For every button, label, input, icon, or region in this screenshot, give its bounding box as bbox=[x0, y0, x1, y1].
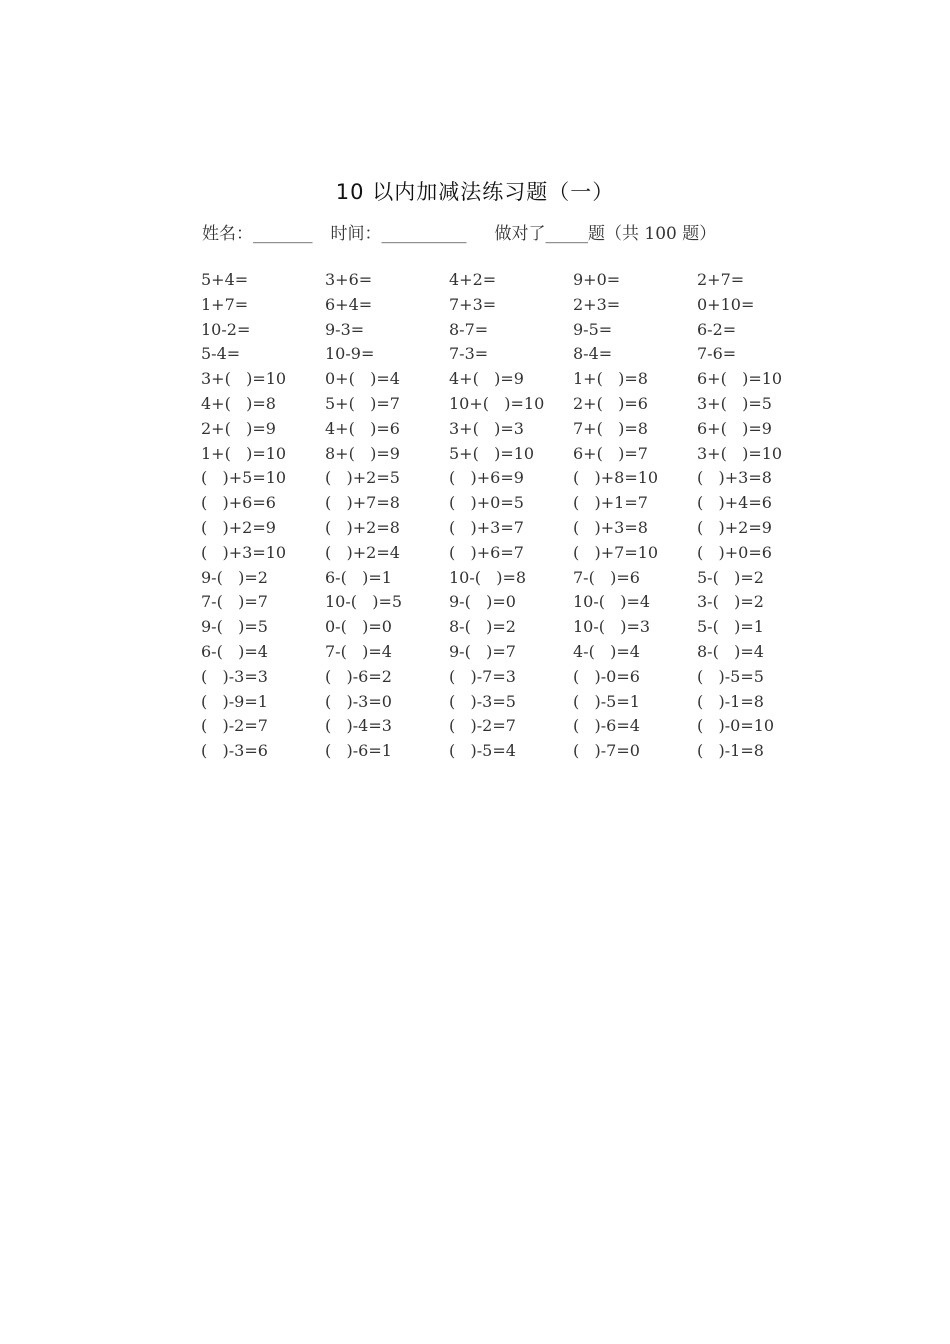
problem-grid bbox=[201, 268, 821, 764]
problem-cell: 2+3= bbox=[573, 294, 621, 314]
problem-cell: 8-4= bbox=[573, 344, 613, 364]
problem-cell: 9-( )=0 bbox=[449, 592, 516, 612]
problem-cell: ( )+2=9 bbox=[201, 517, 276, 537]
problem-cell: 10-( )=3 bbox=[573, 617, 651, 637]
problem-cell: 3+6= bbox=[325, 270, 373, 289]
problem-cell: ( )+3=8 bbox=[697, 468, 772, 488]
student-info-line bbox=[202, 219, 716, 244]
problem-cell: 3+( )=5 bbox=[697, 393, 772, 413]
problem-cell: 8-7= bbox=[449, 319, 489, 339]
score-field: 做对了_____题（共 100 题） bbox=[494, 224, 717, 244]
name-field: 姓名：_______ bbox=[202, 224, 313, 244]
problem-cell: 2+7= bbox=[697, 270, 745, 289]
problem-cell: 1+( )=10 bbox=[201, 443, 287, 463]
problem-cell: 1+( )=8 bbox=[573, 369, 648, 389]
problem-cell: 5+4= bbox=[201, 270, 249, 289]
problem-cell: ( )+5=10 bbox=[201, 468, 287, 488]
problem-cell: 4+2= bbox=[449, 270, 497, 289]
problem-cell: ( )-3=0 bbox=[325, 691, 392, 711]
problem-cell: 9-3= bbox=[325, 319, 365, 339]
problem-cell: 9-( )=5 bbox=[201, 617, 268, 637]
problem-cell: 2+( )=9 bbox=[201, 418, 276, 438]
problem-cell: 0+( )=4 bbox=[325, 369, 400, 389]
problem-cell: ( )+2=4 bbox=[325, 542, 400, 562]
problem-cell: 4+( )=6 bbox=[325, 418, 400, 438]
problem-cell: ( )+6=7 bbox=[449, 542, 524, 562]
problem-cell: ( )-7=3 bbox=[449, 666, 516, 686]
problem-cell: ( )-3=5 bbox=[449, 691, 516, 711]
problem-cell: ( )-3=6 bbox=[201, 741, 268, 761]
problem-cell: ( )-5=4 bbox=[449, 741, 516, 761]
problem-cell: 10-( )=8 bbox=[449, 567, 527, 587]
problem-cell: 0+10= bbox=[697, 294, 755, 314]
problem-cell: ( )-2=7 bbox=[201, 716, 268, 736]
problem-cell: 7-3= bbox=[449, 344, 489, 364]
problem-cell: 10-2= bbox=[201, 319, 251, 339]
problem-cell: ( )-6=4 bbox=[573, 716, 640, 736]
problem-cell: 2+( )=6 bbox=[573, 393, 648, 413]
problem-cell: 7-( )=4 bbox=[325, 641, 392, 661]
problem-cell: ( )+6=9 bbox=[449, 468, 524, 488]
problem-cell: 7-6= bbox=[697, 344, 737, 364]
problem-cell: 10+( )=10 bbox=[449, 393, 545, 413]
time-field: 时间：__________ bbox=[330, 224, 467, 244]
problem-cell: 9-( )=2 bbox=[201, 567, 268, 587]
problem-cell: ( )-7=0 bbox=[573, 741, 640, 761]
problem-cell: 7-( )=7 bbox=[201, 592, 268, 612]
problem-cell: 10-( )=4 bbox=[573, 592, 651, 612]
problem-cell: 3+( )=10 bbox=[697, 443, 783, 463]
problem-cell: 4+( )=8 bbox=[201, 393, 276, 413]
problem-cell: ( )+1=7 bbox=[573, 493, 648, 513]
problem-cell: ( )-0=6 bbox=[573, 666, 640, 686]
problem-cell: 3+( )=3 bbox=[449, 418, 524, 438]
problem-cell: 8+( )=9 bbox=[325, 443, 400, 463]
problem-cell: ( )-6=2 bbox=[325, 666, 392, 686]
problem-cell: ( )+2=5 bbox=[325, 468, 400, 488]
problem-cell: 8-( )=2 bbox=[449, 617, 516, 637]
problem-cell: ( )-3=3 bbox=[201, 666, 268, 686]
problem-cell: 3+( )=10 bbox=[201, 369, 287, 389]
problem-cell: 6+4= bbox=[325, 294, 373, 314]
problem-cell: 4-( )=4 bbox=[573, 641, 640, 661]
problem-cell: 6-( )=1 bbox=[325, 567, 392, 587]
problem-cell: ( )+7=8 bbox=[325, 493, 400, 513]
problem-cell: ( )+0=6 bbox=[697, 542, 772, 562]
problem-cell: 7-( )=6 bbox=[573, 567, 640, 587]
problem-cell: 6+( )=7 bbox=[573, 443, 648, 463]
problem-cell: 9-5= bbox=[573, 319, 613, 339]
problem-cell: 9-( )=7 bbox=[449, 641, 516, 661]
problem-cell: 10-( )=5 bbox=[325, 592, 403, 612]
problem-cell: 6+( )=9 bbox=[697, 418, 772, 438]
problem-cell: 7+( )=8 bbox=[573, 418, 648, 438]
problem-cell: 7+3= bbox=[449, 294, 497, 314]
problem-cell: 1+7= bbox=[201, 294, 249, 314]
problem-cell: ( )+3=10 bbox=[201, 542, 287, 562]
problem-cell: ( )-1=8 bbox=[697, 741, 764, 761]
worksheet-title: 10 以内加减法练习题（一） bbox=[335, 180, 615, 204]
problem-cell: 6+( )=10 bbox=[697, 369, 783, 389]
problem-cell: ( )-5=5 bbox=[697, 666, 764, 686]
problem-cell: 5+( )=10 bbox=[449, 443, 535, 463]
problem-cell: 9+0= bbox=[573, 270, 621, 289]
problem-cell: ( )+8=10 bbox=[573, 468, 659, 488]
problem-cell: 8-( )=4 bbox=[697, 641, 764, 661]
problem-cell: ( )-1=8 bbox=[697, 691, 764, 711]
problem-cell: ( )-9=1 bbox=[201, 691, 268, 711]
problem-cell: ( )+7=10 bbox=[573, 542, 659, 562]
problem-cell: 5+( )=7 bbox=[325, 393, 400, 413]
problem-cell: 5-( )=1 bbox=[697, 617, 764, 637]
problem-cell: ( )+2=8 bbox=[325, 517, 400, 537]
problem-cell: 5-4= bbox=[201, 344, 241, 364]
problem-cell: 6-( )=4 bbox=[201, 641, 268, 661]
problem-cell: ( )-5=1 bbox=[573, 691, 640, 711]
problem-cell: 5-( )=2 bbox=[697, 567, 764, 587]
problem-cell: 0-( )=0 bbox=[325, 617, 392, 637]
problem-cell: ( )+4=6 bbox=[697, 493, 772, 513]
problem-cell: ( )+6=6 bbox=[201, 493, 276, 513]
problem-cell: ( )-0=10 bbox=[697, 716, 775, 736]
problem-cell: 4+( )=9 bbox=[449, 369, 524, 389]
problem-cell: ( )+0=5 bbox=[449, 493, 524, 513]
problem-cell: 3-( )=2 bbox=[697, 592, 764, 612]
problem-cell: 10-9= bbox=[325, 344, 375, 364]
problem-cell: ( )+3=7 bbox=[449, 517, 524, 537]
problem-cell: ( )-4=3 bbox=[325, 716, 392, 736]
problem-cell: ( )-6=1 bbox=[325, 741, 392, 761]
problem-cell: ( )-2=7 bbox=[449, 716, 516, 736]
problem-cell: ( )+3=8 bbox=[573, 517, 648, 537]
problem-cell: 6-2= bbox=[697, 319, 737, 339]
problem-cell: ( )+2=9 bbox=[697, 517, 772, 537]
